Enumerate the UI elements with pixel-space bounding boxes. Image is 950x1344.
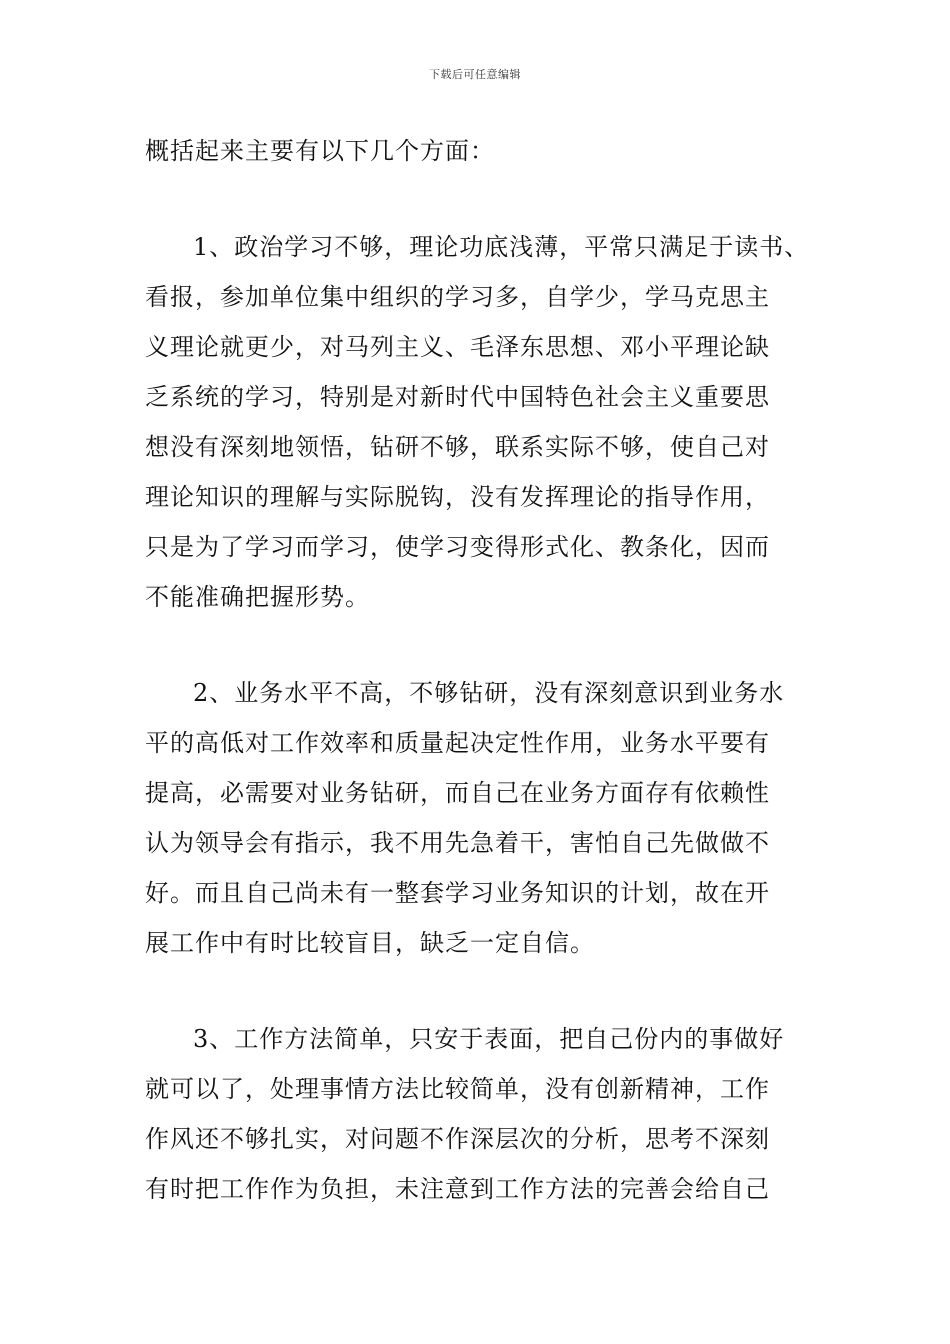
- paragraph-line: 作风还不够扎实，对问题不作深层次的分析，思考不深刻: [145, 1125, 770, 1153]
- header-note: 下载后可任意编辑: [429, 68, 521, 81]
- paragraph-line: 不能准确把握形势。: [145, 583, 370, 611]
- paragraph-1: [145, 222, 815, 622]
- paragraph-line: 平的高低对工作效率和质量起决定性作用，业务水平要有: [145, 729, 770, 757]
- paragraph-line: 看报，参加单位集中组织的学习多，自学少，学马克思主: [145, 283, 770, 311]
- paragraph-line: 2、业务水平不高，不够钻研，没有深刻意识到业务水: [193, 679, 785, 707]
- paragraph-line: 3、工作方法简单，只安于表面，把自己份内的事做好: [193, 1025, 785, 1053]
- paragraph-line: 就可以了，处理事情方法比较简单，没有创新精神，工作: [145, 1075, 770, 1103]
- paragraph-3: [145, 1014, 815, 1214]
- paragraph-line: 认为领导会有指示，我不用先急着干，害怕自己先做做不: [145, 829, 770, 857]
- intro-line: 概括起来主要有以下几个方面：: [145, 137, 495, 165]
- intro-paragraph: [145, 126, 815, 176]
- paragraph-line: 1、政治学习不够，理论功底浅薄，平常只满足于读书、: [193, 233, 810, 261]
- paragraph-line: 乏系统的学习，特别是对新时代中国特色社会主义重要思: [145, 383, 770, 411]
- paragraph-line: 只是为了学习而学习，使学习变得形式化、教条化，因而: [145, 533, 770, 561]
- paragraph-line: 想没有深刻地领悟，钻研不够，联系实际不够，使自己对: [145, 433, 770, 461]
- paragraph-line: 有时把工作作为负担，未注意到工作方法的完善会给自己: [145, 1175, 770, 1203]
- paragraph-line: 提高，必需要对业务钻研，而自己在业务方面存有依赖性: [145, 779, 770, 807]
- paragraph-line: 展工作中有时比较盲目，缺乏一定自信。: [145, 929, 595, 957]
- paragraph-line: 义理论就更少，对马列主义、毛泽东思想、邓小平理论缺: [145, 333, 770, 361]
- paragraph-line: 好。而且自己尚未有一整套学习业务知识的计划，故在开: [145, 879, 770, 907]
- paragraph-2: [145, 668, 815, 968]
- document-body: [145, 126, 815, 1260]
- paragraph-line: 理论知识的理解与实际脱钩，没有发挥理论的指导作用，: [145, 483, 770, 511]
